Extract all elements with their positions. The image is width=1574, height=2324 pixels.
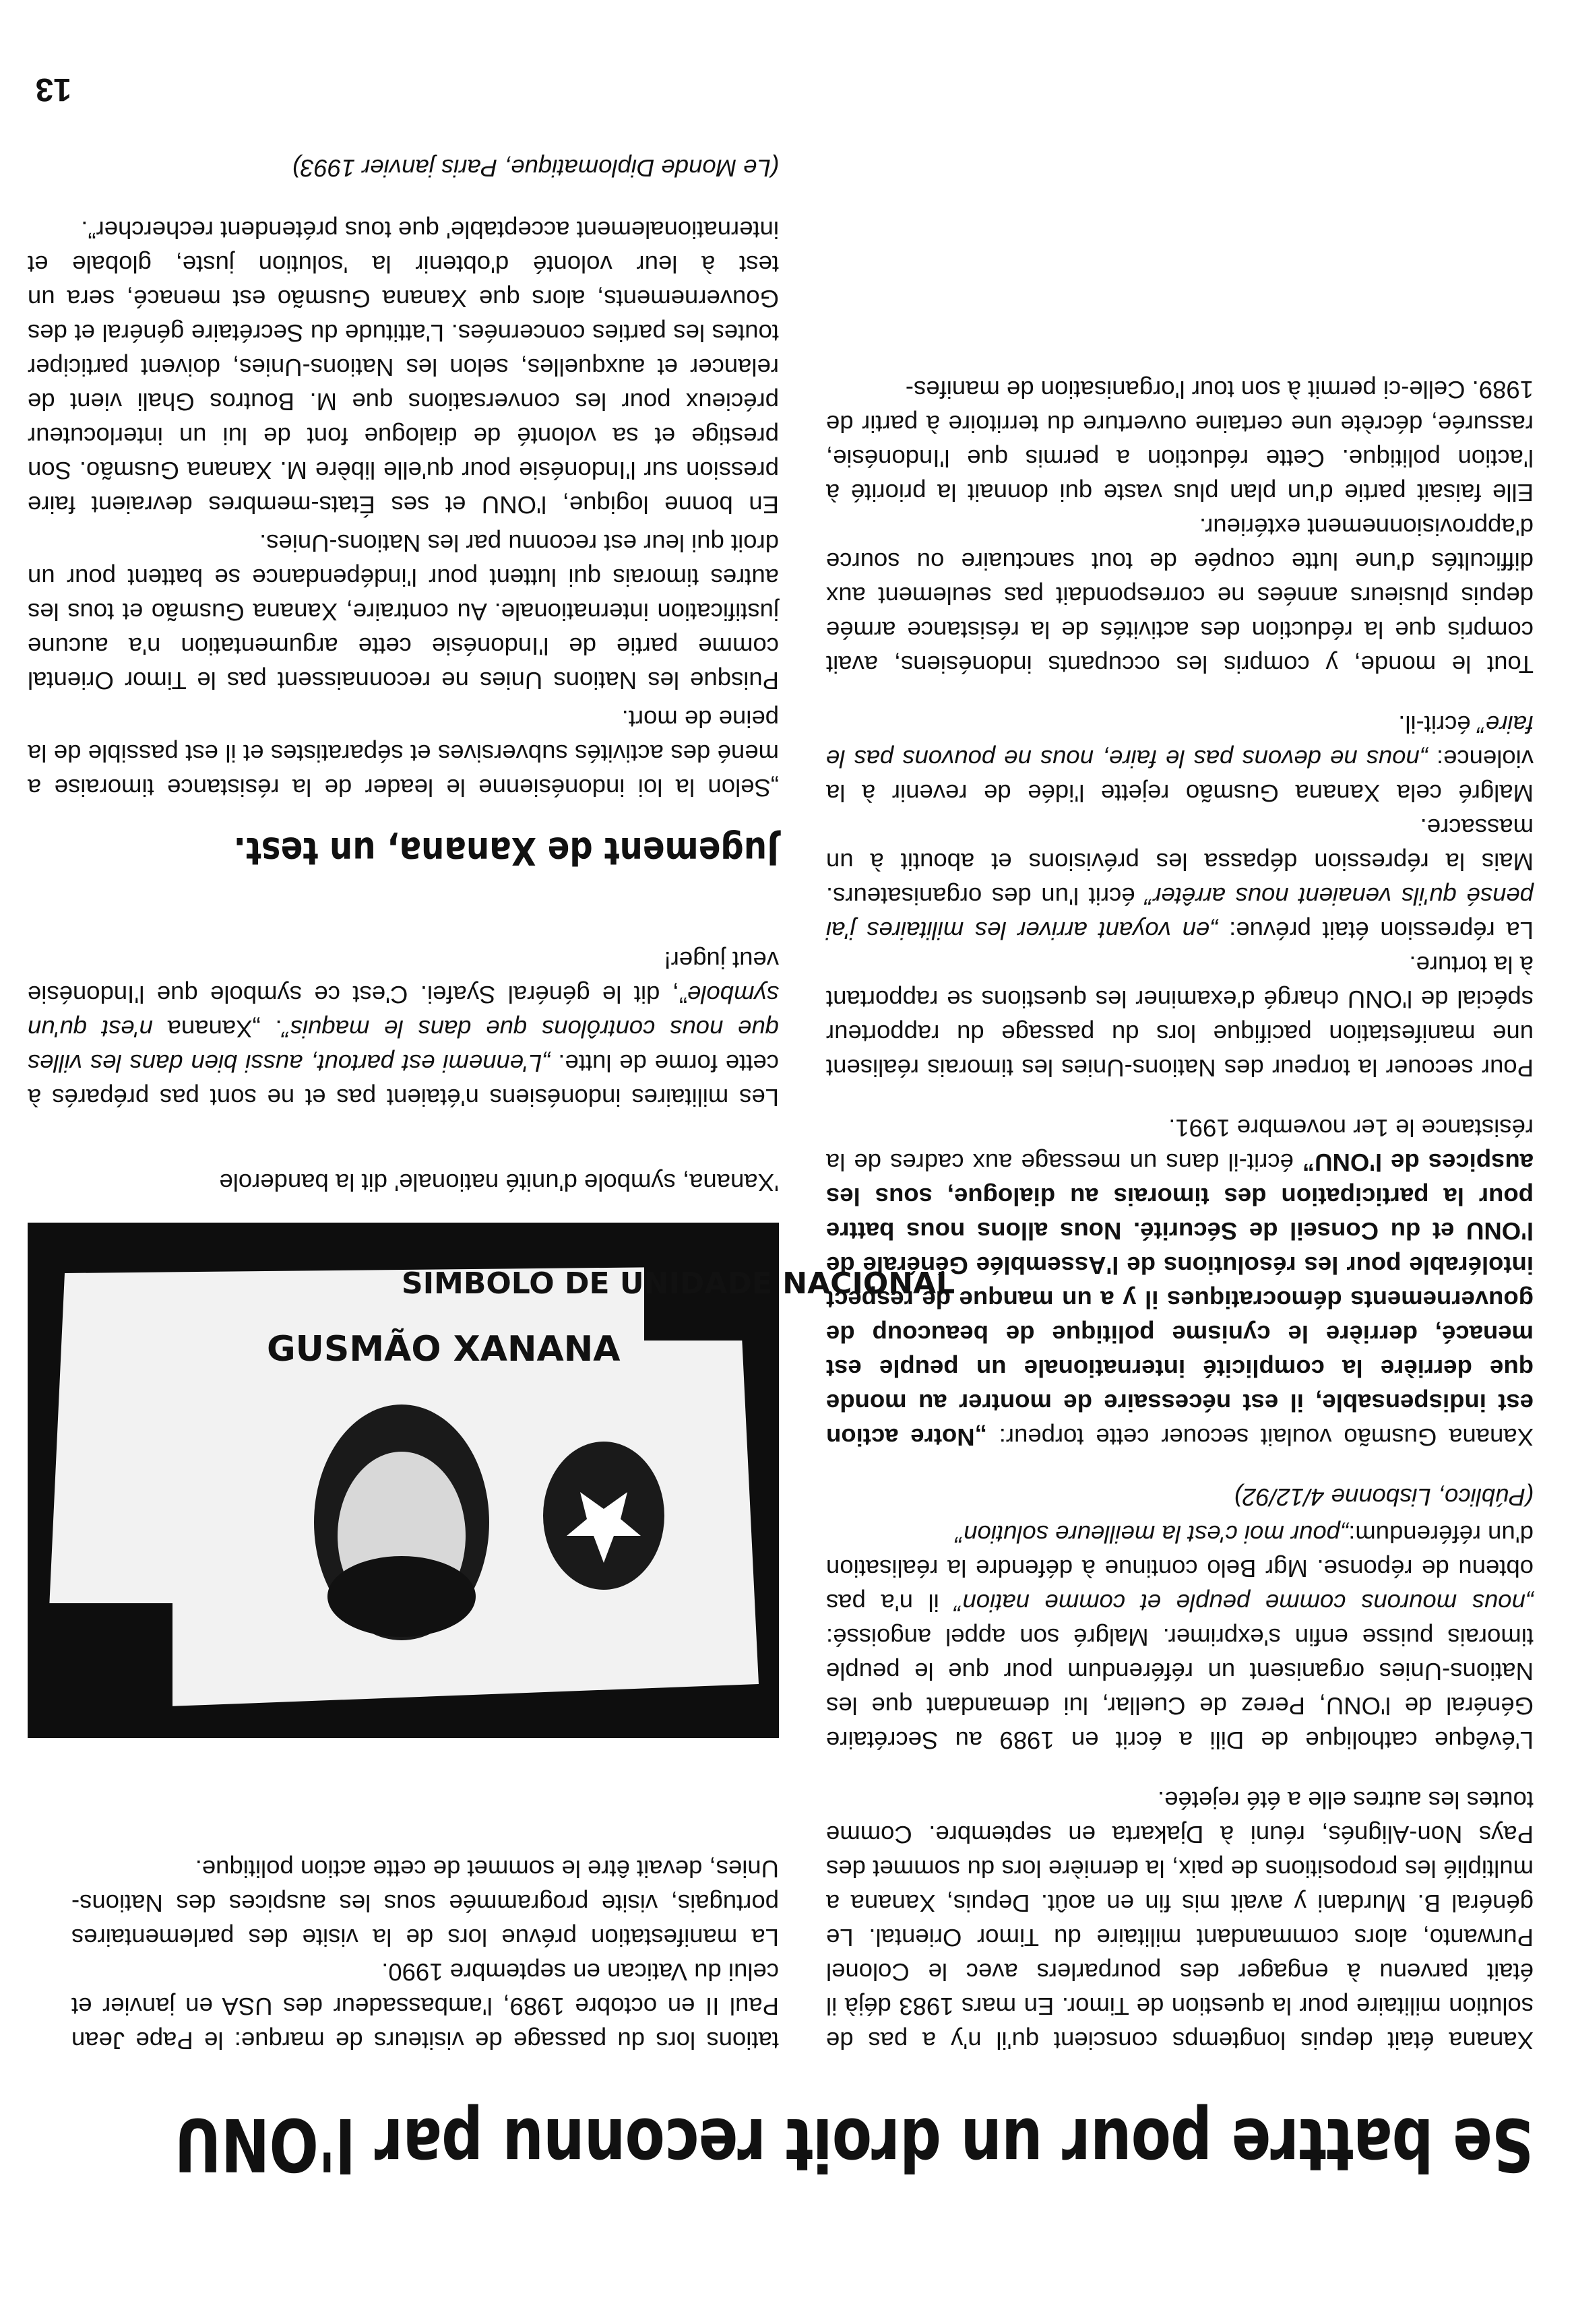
paragraph: tations lors du passage de visiteurs de marque: le Pape Jean Paul II en octobre 1989, l'ambassadeur des USA en janvier et celui du Vatican en septembre 1990. [71, 1958, 779, 2055]
demonstration-photo [28, 1223, 955, 1738]
left-column [826, 347, 1534, 2058]
paragraph: „Selon la loi indonésienne le leader de la résistance timoraise a mené des activités subversives et séparatistes et il est passible de la peine de mort. [28, 705, 779, 802]
paragraph: Elle faisait partie d'un plan plus vaste qui donnait la priorité à l'action politique. Cette réduction a permis que l'Indonésie, rassurée, décrète une certaine ouverture du territoire à partir de 1989. Celle-ci permit à son tour l'organisation de manifes- [826, 376, 1534, 507]
photo-caption: 'Xanana, symbole d'unité nationale' dit la banderole [219, 1169, 779, 1196]
banner-text: GUSMÃO XANANA [267, 1329, 621, 1369]
source-citation: (Le Monde Diplomatique, Paris janvier 1993) [292, 154, 779, 182]
right-column-middle: Les militaires indonésiens n'étaient pas et ne sont pas préparés à cette forme de lutte. „L'ennemi est partout, aussi bien dans les villes que nous contrôlons que dans le maquis”. „Xanana n'est qu'un symbole”, dit le général Syafei. C'est ce symbole que l'Indonésie veut juger! [28, 946, 779, 1111]
source-citation: (Público, Lisbonne 4/12/92) [1234, 1483, 1534, 1511]
paragraph: Pour secouer la torpeur des Nations-Unies les timorais réalisent une manifestation pacifique lors du passage du rapporteur spécial de l'ONU chargé d'examiner les questions se rapportant à la torture. [826, 951, 1534, 1082]
paragraph: En bonne logique, l'ONU et ses États-membres devraient faire pression sur l'Indonésie pour qu'elle libère M. Xanana Gusmão. Son prestige et sa volonté de dialogue font de lui un interlocuteur précieux pour les conversations que M. Boutros Ghali vient de relancer et auxquelles, selon les Nations-Unies, doivent participer toutes les parties concernées. L'attitude du Secrétaire général et des Gouvernements, alors que Xanana Gusmão est menacé, sera un test à leur volonté d'obtenir la 'solution juste, globale et internationalement acceptable' que tous prétendent rechercher”. [28, 216, 779, 519]
paragraph: La répression était prévue: „en voyant arriver les militaires j'ai pensé qu'ils venaient nous arrêter” écrit l'un des organisateurs. Mais la répression dépassa les prévisions et aboutit à un massacre. [825, 814, 1534, 944]
paragraph: Malgré cela Xanana Gusmão rejette l'idée de revenir à la violence: „nous ne devons pas le faire, nous ne pouvons pas le faire” écrit-il. [825, 711, 1534, 807]
right-column-lower [28, 209, 779, 805]
paragraph: L'évêque catholique de Dili a écrit en 1989 au Secrétaire Général de l'ONU, Perez de Cuellar, lui demandant que les Nations-Unies organisent un référendum pour que le peuple timorais puisse enfin s'exprimer. Malgré son appel angoissé: „nous mourons comme peuple et comme nation” il n'a pas obtenu de réponse. Mgr Belo continue à défendre la réalisation d'un référendum:„pour moi c'est la meilleure solution” [825, 1520, 1534, 1754]
page-number: 13 [35, 71, 71, 107]
paragraph: Puisque les Nations Unies ne reconnaissent pas le Timor Oriental comme partie de l'Indonésie cette argumentation n'a aucune justification internationale. Au contraire, Xanana Gusmão et tous les autres timorais qui luttent pour l'indépendance se battent pour un droit qui leur est reconnu par les Nations-Unies. [28, 529, 779, 695]
paragraph: Tout le monde, y compris les occupants indonésiens, avait compris que la réduction des activités de la résistance armée depuis plusieurs années ne correspondait pas seulement aux difficultés d'une lutte coupée de tout sanctuaire ou source d'approvisionnement extérieur. [826, 513, 1534, 678]
photo-image [28, 1223, 955, 1738]
banner-text-secondary: SIMBOLO DE UNIDADE NACIONAL [402, 1266, 955, 1301]
paragraph: Xanana Gusmão voulait secouer cette torpeur: „Notre action est indispensable, il est nécessaire de montrer au monde que derrière la complicité internationale un peuple est menacé, derrière le cynisme politique de beaucoup de gouvernements démocratiques il y a un manque de respect intolérable pour les résolutions de l'Assemblée Générale de l'ONU et du Conseil de Sécurité. Nous allons nous battre pour la participation des timorais au dialogue, sous les auspices de l'ONU” écrit-il dans un message aux cadres de la résistance le 1er novembre 1991. [826, 1114, 1534, 1451]
section-heading: Jugement de Xanana, un test. [233, 829, 779, 872]
page-title: Se battre pour un droit reconnu par l'ONU [175, 2102, 1534, 2186]
paragraph: La manifestation prévue lors de la visite des parlementaires portugais, visite programmée sous les auspices des Nations-Unies, devait être le sommet de cette action politique. [71, 1855, 779, 1951]
right-column-top [71, 1826, 779, 2058]
paragraph: Xanana était depuis longtemps conscient qu'il n'y a pas de solution militaire pour la question de Timor. En mars 1983 déjà il était parvenu à engager des pourparlers avec le Colonel Purwanto, alors commandant militaire du Timor Oriental. Le général B. Murdani y avait mis fin en août. Depuis, Xanana a multiplié les propositions de paix, la dernière lors du sommet des Pays Non-Alignés, réuni à Djakarta en septembre. Comme toutes les autres elle a été rejetée. [826, 1786, 1534, 2055]
